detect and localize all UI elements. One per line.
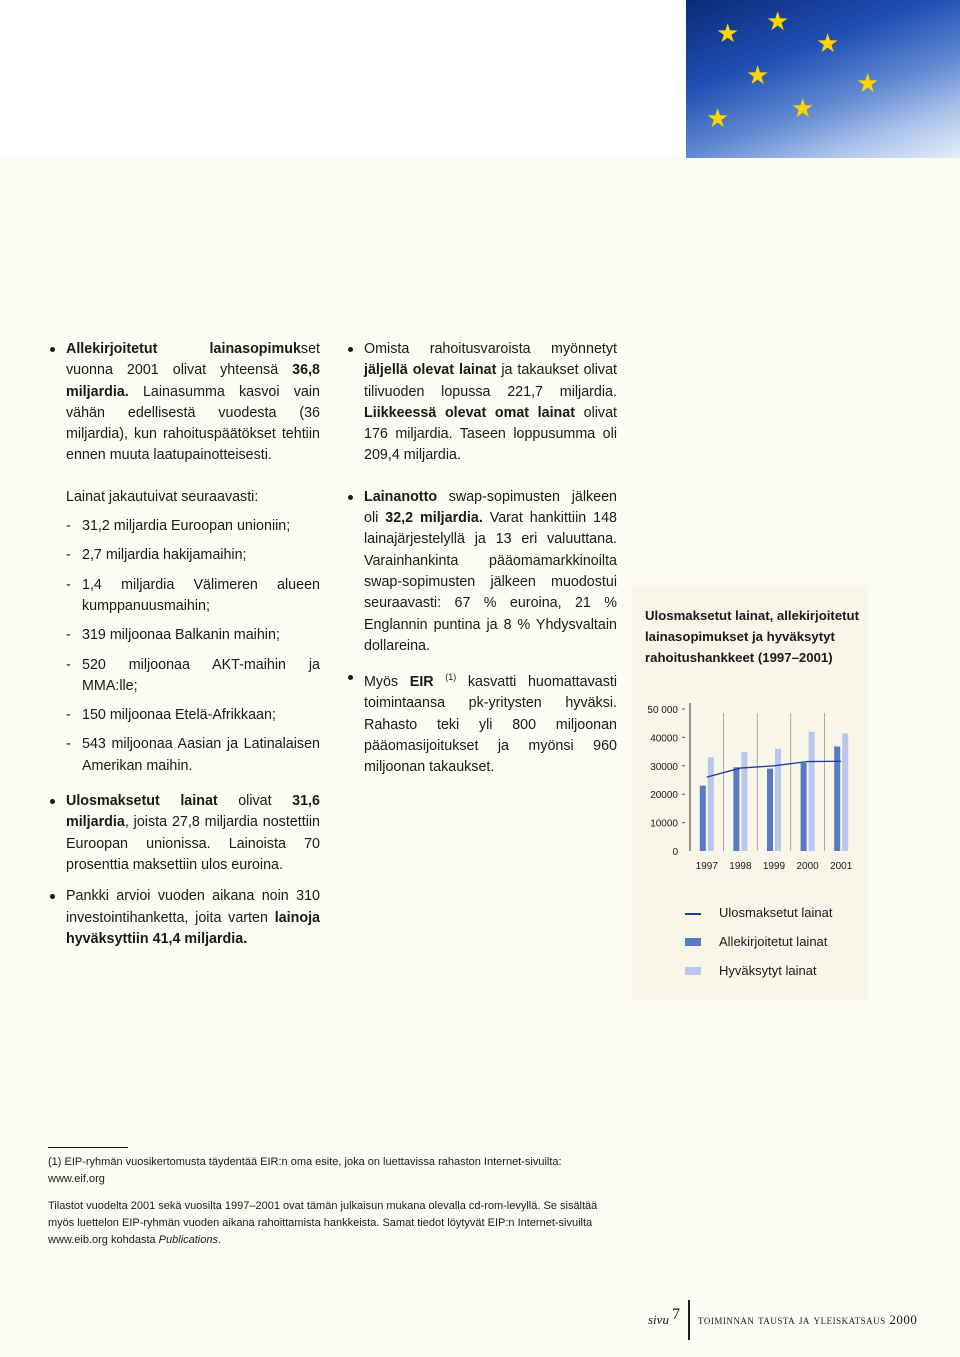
bar-approved xyxy=(741,752,747,851)
eu-flag-photo xyxy=(686,0,960,158)
flag-star-icon: ★ xyxy=(716,18,740,48)
bar-signed xyxy=(834,746,840,851)
page-word: sivu xyxy=(648,1312,669,1327)
flag-star-icon: ★ xyxy=(766,6,790,36)
chart-title: Ulosmaksetut lainat, allekirjoitetut lainasopimukset ja hyväksytyt rahoitushankkeet (1997–2001) xyxy=(645,608,859,665)
middle-column xyxy=(348,339,617,778)
list-item: - 520 miljoonaa AKT-maihin ja MMA:lle; xyxy=(64,655,320,698)
list-item: - 543 miljoonaa Aasian ja Latinalaisen Amerikan maihin. xyxy=(64,734,320,777)
y-tick-label: 50 000 xyxy=(647,705,678,716)
bar-approved xyxy=(708,757,714,851)
footer-divider xyxy=(688,1300,690,1340)
flag-star-icon: ★ xyxy=(856,68,880,98)
signed-loans-bullet: Allekirjoitetut lainasopimukset vuonna 2001 olivat yhteensä 36,8 miljardia. Lainasumma kasvoi vain vähän edellisestä vuodesta (36 miljardia), kun rahoituspäätökset tehtiin ennen muuta laatupainotteisesti. xyxy=(50,339,320,467)
footnote-rule xyxy=(48,1147,128,1148)
legend-bar-swatch xyxy=(685,967,701,975)
list-item: - 150 miljoonaa Etelä-Afrikkaan; xyxy=(64,705,320,726)
legend-bar-swatch xyxy=(685,938,701,946)
x-tick-label: 1997 xyxy=(695,861,718,872)
footnote-1: (1) EIP-ryhmän vuosikertomusta täydentää EIR:n oma esite, joka on luettavissa rahaston Internet-sivuilta: www.eif.org xyxy=(48,1156,562,1185)
footnotes xyxy=(48,1147,618,1259)
outstanding-loans-bullet: Omista rahoitusvaroista myönnetyt jäljellä olevat lainat ja takaukset olivat tilivuoden lopussa 221,7 miljardia. Liikkeessä olevat omat lainat olivat 176 miljardia. Taseen loppusumma oli 209,4 miljardia. xyxy=(348,339,617,467)
legend-label: Hyväksytyt lainat xyxy=(719,963,817,978)
page-number: 7 xyxy=(672,1306,680,1323)
list-item: - 31,2 miljardia Euroopan unioniin; xyxy=(64,516,320,537)
legend-label: Ulosmaksetut lainat xyxy=(719,905,833,920)
disbursements-bullet: Ulosmaksetut lainat olivat 31,6 miljardia, joista 27,8 miljardia nostettiin Euroopan unionissa. Lainoista 70 prosenttia maksettiin ulos euroina. xyxy=(50,791,320,876)
borrowing-bullet: Lainanotto swap-sopimusten jälkeen oli 32,2 miljardia. Varat hankittiin 148 lainajärjestelyllä ja 13 eri valuuttana. Varainhankinta pääomamarkkinoilta swap-sopimusten jälkeen muodostui seuraavasti: 67 % euroina, 21 % Englannin puntina ja 8 % Yhdysvaltain dollareina. xyxy=(348,487,617,657)
y-tick-label: 10000 xyxy=(650,818,678,830)
section-title: toiminnan tausta ja yleiskatsaus 2000 xyxy=(698,1312,918,1327)
footnote-2: Tilastot vuodelta 2001 sekä vuosilta 1997–2001 ovat tämän julkaisun mukana olevalla cd-rom-levyllä. Se sisältää myös luettelon EIP-ryhmän vuoden aikana rahoittamista hankkeista. Samat tiedot löytyvät EIP:n Internet-sivuilta www.eib.org kohdasta Publications. xyxy=(48,1200,598,1246)
bar-signed xyxy=(733,767,739,851)
breakdown-intro: Lainat jakautuivat seuraavasti: xyxy=(66,488,259,505)
x-tick-label: 2000 xyxy=(796,861,819,872)
flag-star-icon: ★ xyxy=(816,28,840,58)
breakdown-list xyxy=(50,516,320,777)
bar-approved xyxy=(775,749,781,851)
flag-star-icon: ★ xyxy=(746,60,770,90)
y-tick-label: 20000 xyxy=(650,790,678,802)
y-tick-label: 40000 xyxy=(650,733,678,745)
legend-label: Allekirjoitetut lainat xyxy=(719,934,828,949)
flag-star-icon: ★ xyxy=(706,103,730,133)
list-item: - 1,4 miljardia Välimeren alueen kumppanuusmaihin; xyxy=(64,575,320,618)
x-tick-label: 1998 xyxy=(729,861,752,872)
y-tick-label: 30000 xyxy=(650,761,678,773)
legend-line-swatch xyxy=(685,913,701,915)
bar-chart xyxy=(632,695,868,880)
x-tick-label: 1999 xyxy=(762,861,786,872)
flag-star-icon: ★ xyxy=(791,93,815,123)
y-tick-label: 0 xyxy=(672,847,678,858)
bar-signed xyxy=(700,786,706,851)
list-item: - 319 miljoonaa Balkanin maihin; xyxy=(64,625,320,646)
approvals-bullet: Pankki arvioi vuoden aikana noin 310 investointihanketta, joita varten lainoja hyväksyttiin 41,4 miljardia. xyxy=(50,886,320,950)
eif-bullet: Myös EIR $^{(1)}$ kasvatti huomattavasti toimintaansa pk-yritysten hyväksi. Rahasto teki yli 800 miljoonan pääomasijoitukset ja myönsi 960 miljoonan takaukset. xyxy=(348,667,617,778)
list-item: - 2,7 miljardia hakijamaihin; xyxy=(64,545,320,566)
line-disbursed xyxy=(707,761,841,777)
bar-approved xyxy=(809,732,815,851)
left-column xyxy=(50,339,320,950)
bar-signed xyxy=(801,763,807,851)
bar-signed xyxy=(767,769,773,851)
bar-approved xyxy=(842,733,848,851)
x-tick-label: 2001 xyxy=(830,861,853,872)
